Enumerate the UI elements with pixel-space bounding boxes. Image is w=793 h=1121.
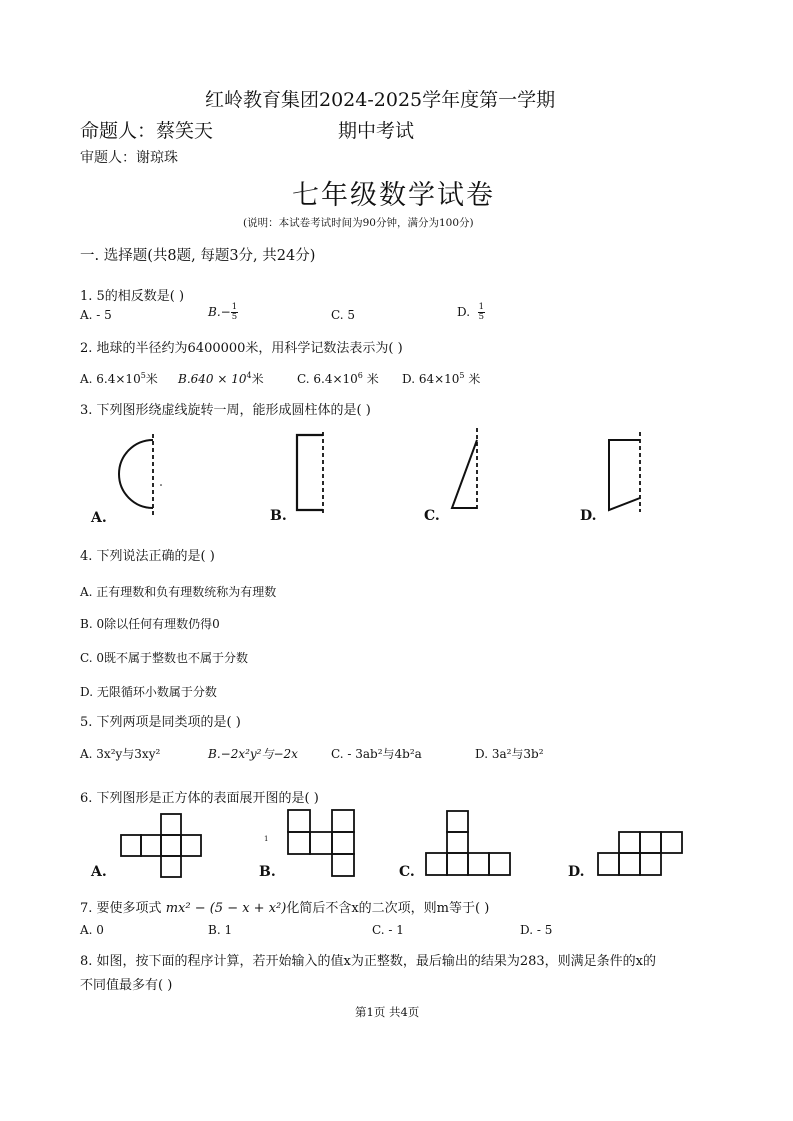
q1-option-c: C. 5	[331, 308, 356, 322]
q2-b-unit: 米	[251, 372, 264, 386]
q1-d-prefix: D.	[457, 305, 471, 319]
q7-option-d: D. - 5	[520, 923, 553, 937]
q1-b-prefix: B.−	[208, 305, 231, 319]
q2-c-unit: 米	[362, 372, 379, 386]
q3-stem: 3. 下列图形绕虚线旋转一周，能形成圆柱体的是( )	[80, 403, 371, 418]
q3-label-b: B.	[270, 508, 287, 524]
q2-a-unit: 米	[145, 372, 158, 386]
q1-d-num: 1	[478, 302, 485, 312]
page-title: 七年级数学试卷	[292, 180, 495, 211]
q2-d-exp: 5	[459, 371, 465, 380]
school-header: 红岭教育集团2024-2025学年度第一学期	[205, 89, 556, 111]
q2-c-base: C. 6.4×10	[297, 372, 358, 386]
page-footer: 第1页 共4页	[355, 1005, 420, 1019]
reviewer-label: 审题人：谢琼珠	[80, 150, 178, 166]
q8-line2: 不同值最多有( )	[80, 978, 173, 993]
q5-option-c: C. - 3ab²与4b²a	[331, 747, 422, 761]
q7-option-c: C. - 1	[372, 923, 404, 937]
section-heading: 一. 选择题(共8题, 每题3分, 共24分)	[80, 248, 316, 264]
q6-label-b: B.	[259, 864, 276, 880]
q4-option-d: D. 无限循环小数属于分数	[80, 685, 217, 699]
q7-expression: mx² − (5 − x + x²)	[165, 901, 287, 916]
q7-stem-post: 化简后不含x的二次项，则m等于( )	[286, 901, 490, 916]
q1-b-num: 1	[231, 302, 238, 312]
q7-option-a: A. 0	[80, 923, 104, 937]
q6-d-net	[598, 832, 682, 875]
q4-stem: 4. 下列说法正确的是( )	[80, 549, 215, 564]
q5-option-d: D. 3a²与3b²	[475, 747, 544, 761]
q2-b-exp: 4	[246, 371, 252, 380]
q2-a-exp: 5	[140, 371, 146, 380]
exam-note: (说明：本试卷考试时间为90分钟，满分为100分)	[243, 217, 474, 229]
q4-option-a: A. 正有理数和负有理数统称为有理数	[80, 585, 277, 599]
q6-c-net	[426, 811, 510, 875]
q2-a-base: A. 6.4×10	[80, 372, 141, 386]
q2-d-unit: 米	[464, 372, 481, 386]
q5-stem: 5. 下列两项是同类项的是( )	[80, 715, 241, 730]
q1-b-den: 5	[231, 312, 238, 322]
q7-option-b: B. 1	[208, 923, 233, 937]
q6-label-d: D.	[568, 864, 585, 880]
exam-type: 期中考试	[338, 120, 415, 142]
q3-label-d: D.	[580, 508, 597, 524]
q2-b-base: B.640 × 10	[178, 372, 247, 386]
q2-stem: 2. 地球的半径约为6400000米，用科学记数法表示为( )	[80, 341, 403, 356]
q3-label-c: C.	[424, 508, 440, 524]
q6-label-a: A.	[91, 864, 107, 880]
q2-d-base: D. 64×10	[402, 372, 460, 386]
q4-option-c: C. 0既不属于整数也不属于分数	[80, 651, 249, 665]
q8-line1: 8. 如图，按下面的程序计算，若开始输入的值x为正整数，最后输出的结果为283，则满足条件的x的	[80, 954, 657, 969]
q6-b-net	[288, 810, 354, 876]
q6-stem: 6. 下列图形是正方体的表面展开图的是( )	[80, 791, 319, 806]
q5-b-text: B.−2x²y²与−2x	[208, 747, 298, 761]
q5-option-a: A. 3x²y与3xy²	[80, 747, 161, 761]
q2-c-exp: 6	[357, 371, 363, 380]
q6-label-c: C.	[399, 864, 415, 880]
q7-stem-pre: 7. 要使多项式	[80, 901, 162, 916]
q1-d-den: 5	[478, 312, 485, 322]
q7-stem	[80, 897, 489, 916]
q1-stem: 1. 5的相反数是( )	[80, 289, 185, 304]
author-label: 命题人：蔡笑天	[80, 120, 214, 142]
q4-option-b: B. 0除以任何有理数仍得0	[80, 617, 220, 631]
q6-a-net	[121, 814, 201, 877]
q1-option-a: A. - 5	[80, 308, 112, 322]
q6-stray-mark: 1	[264, 835, 269, 843]
q3-label-a: A.	[91, 510, 107, 526]
